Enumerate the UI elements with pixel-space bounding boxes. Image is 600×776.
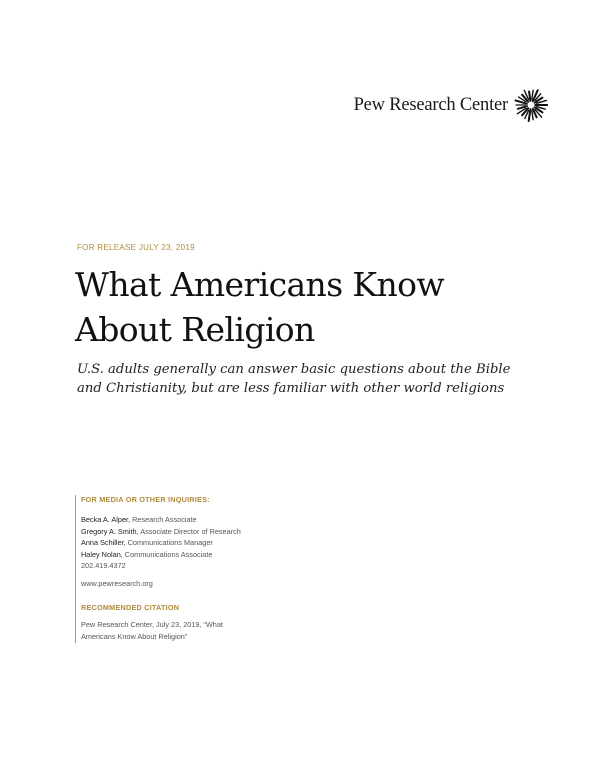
citation-line: Americans Know About Religion”: [81, 631, 188, 641]
contact-person: [81, 537, 315, 549]
citation-line: Pew Research Center, July 23, 2019, “What: [81, 620, 223, 629]
contact-name: Haley Nolan,: [81, 549, 123, 559]
release-date: FOR RELEASE JULY 23, 2019: [77, 243, 195, 252]
sunburst-logo-icon: [514, 88, 548, 122]
report-subtitle: [77, 360, 547, 398]
contact-role: Associate Director of Research: [138, 526, 241, 536]
contact-role: Communications Associate: [122, 549, 213, 559]
contact-info-box: [75, 495, 315, 643]
contact-name: Gregory A. Smith,: [81, 526, 139, 536]
contact-person: [81, 514, 315, 526]
media-inquiries-heading: FOR MEDIA OR OTHER INQUIRIES:: [81, 495, 210, 504]
report-title-line: What Americans Know: [75, 265, 445, 304]
report-title-line: About Religion: [75, 310, 315, 349]
contact-list: [81, 514, 315, 560]
contact-role: Communications Manager: [125, 538, 213, 547]
contact-person: [81, 526, 315, 538]
brand-name: Pew Research Center: [353, 94, 508, 115]
report-title: [75, 262, 555, 352]
contact-phone: 202.419.4372: [81, 561, 126, 570]
contact-role: Research Associate: [130, 515, 197, 524]
website-link[interactable]: www.pewresearch.org: [81, 578, 153, 588]
contact-name: Becka A. Alper,: [81, 515, 131, 524]
report-subtitle-line: U.S. adults generally can answer basic questions about the Bible: [77, 362, 511, 377]
contact-name: Anna Schiller,: [81, 538, 126, 547]
report-subtitle-line: and Christianity, but are less familiar with other world religions: [77, 381, 505, 396]
citation-heading: RECOMMENDED CITATION: [81, 603, 180, 612]
contact-person: [81, 549, 315, 561]
pew-research-logo: [354, 88, 548, 122]
citation-text: [81, 619, 315, 642]
